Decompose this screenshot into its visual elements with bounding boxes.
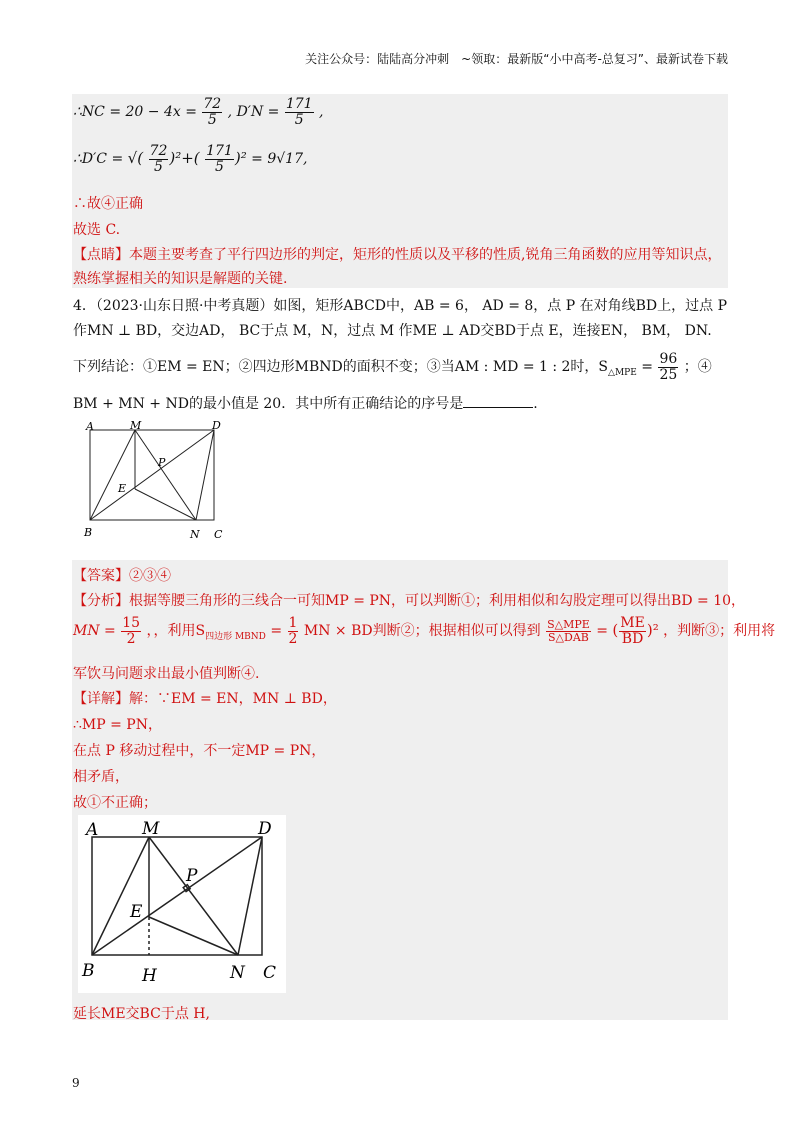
rectangle-figure-1 — [80, 418, 240, 546]
label-A: A — [86, 420, 94, 433]
nc-equation-line: ∴NC = 20 − 4x = $\frac{72}{5}$ , D′N = $\frac{171}{5}$ , — [73, 96, 324, 128]
label-E: E — [118, 482, 127, 495]
label-C: C — [214, 528, 223, 541]
label-N: N — [190, 528, 200, 541]
analysis-line-2: MN = $\frac{15}{2}$ ，，利用$S_{四边形 MBND}$ = $\frac{1}{2}$ MN × BD判断②；根据相似可以得到 $\frac{\text{S△MPE}}{\text{S△DAB}}$ = ( $\frac{ME}{BD}$ )² ，判断③；利用将 — [73, 615, 776, 647]
problem4-line1: 4．（2023·山东日照·中考真题）如图，矩形ABCD中，AB = 6， AD = 8，点 P 在对角线BD上，过点 P — [73, 298, 727, 314]
page-number: 9 — [72, 1076, 80, 1090]
detail-line-1: 【详解】解：∵EM = EN，MN ⊥ BD， — [73, 691, 337, 707]
analysis-line-3: 军饮马问题求出最小值判断④. — [73, 666, 260, 682]
detail-line-5: 故①不正确； — [73, 795, 157, 811]
choose-line: 故选 C. — [73, 222, 121, 238]
label-D: D — [212, 419, 221, 432]
detail-line-3: 在点 P 移动过程中，不一定MP = PN， — [73, 743, 326, 759]
problem4-line3: 下列结论：①EM = EN；②四边形MBND的面积不变；③当AM : MD = 1 : 2时，$S_{\triangle MPE}$ = $\frac{96}{25}$ ；④ — [73, 351, 712, 383]
detail-line-4: 相矛盾， — [73, 769, 129, 785]
label-C: C — [263, 963, 277, 983]
label-E: E — [130, 902, 143, 922]
label-P: P — [186, 866, 198, 886]
label-A: A — [86, 820, 99, 840]
answer-line: 【答案】②③④ — [73, 568, 171, 584]
label-M: M — [130, 419, 142, 432]
analysis-line-1: 【分析】根据等腰三角形的三线合一可知MP = PN，可以判断①；利用相似和勾股定理可以得出BD = 10， — [73, 593, 746, 609]
label-P: P — [158, 456, 166, 469]
problem4-line4: BM + MN + ND的最小值是 20．其中所有正确结论的序号是 . — [73, 396, 538, 412]
label-N: N — [230, 963, 245, 983]
label-M: M — [142, 819, 160, 839]
comment-line-2: 熟练掌握相关的知识是解题的关键. — [73, 271, 288, 287]
detail-line-6: 延长ME交BC于点 H, — [73, 1006, 210, 1022]
rectangle-figure-2 — [78, 815, 286, 993]
label-H: H — [142, 966, 157, 986]
problem4-line2: 作MN ⊥ BD，交边AD， BC于点 M，N，过点 M 作ME ⊥ AD交BD于点 E，连接EN， BM， DN. — [73, 323, 712, 339]
label-B: B — [82, 961, 95, 981]
answer-blank — [463, 395, 533, 408]
label-D: D — [258, 819, 272, 839]
label-B: B — [84, 526, 93, 539]
dc-equation-line: ∴D′C = √( $\frac{72}{5}$ )²+( $\frac{171}{5}$ )² = 9√17, — [73, 143, 308, 175]
page-header: 关注公众号：陆陆高分冲刺 ~领取：最新版“小中高考-总复习”、最新试卷下载 — [305, 52, 728, 66]
comment-line-1: 【点睛】本题主要考查了平行四边形的判定，矩形的性质以及平移的性质,锐角三角函数的应用等知识点， — [73, 247, 722, 263]
conclusion-line: ∴故④正确 — [73, 196, 143, 212]
detail-line-2: ∴MP = PN， — [73, 717, 162, 733]
